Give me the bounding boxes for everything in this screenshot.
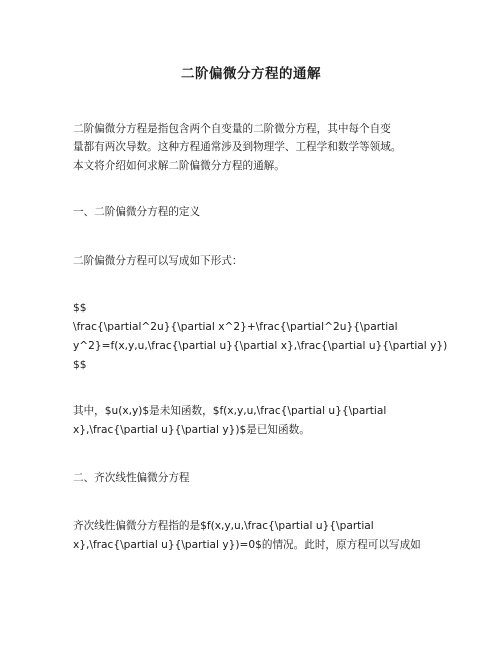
paragraph-intro-line-2: 量都有两次导数。这种方程通常涉及到物理学、工程学和数学等领域。 <box>73 141 402 153</box>
formula-delimiter-open: $$ <box>73 302 87 314</box>
section-heading-homogeneous: 二、齐次线性偏微分方程 <box>73 472 190 484</box>
homogeneous-text-line-2: x},\frac{\partial u}{\partial y})=0$的情况。此时，原方程可以写成如 <box>73 539 421 551</box>
formula-line-1: \frac{\partial^2u}{\partial x^2}+\frac{\partial^2u}{\partial <box>73 321 398 333</box>
explanation-line-1: 其中，$u(x,y)$是未知函数，$f(x,y,u,\frac{\partial u}{\partial <box>73 405 387 417</box>
paragraph-intro-line-3: 本文将介绍如何求解二阶偏微分方程的通解。 <box>73 160 285 172</box>
paragraph-intro-line-1: 二阶偏微分方程是指包含两个自变量的二阶微分方程，其中每个自变 <box>73 123 391 135</box>
definition-text: 二阶偏微分方程可以写成如下形式： <box>73 255 243 267</box>
formula-line-2: y^2}=f(x,y,u,\frac{\partial u}{\partial x},\frac{\partial u}{\partial y}) <box>73 340 448 352</box>
homogeneous-text-line-1: 齐次线性偏微分方程指的是$f(x,y,u,\frac{\partial u}{\partial <box>73 520 374 532</box>
document-title: 二阶偏微分方程的通解 <box>181 66 321 82</box>
explanation-line-2: x},\frac{\partial u}{\partial y})$是已知函数。 <box>73 424 310 436</box>
section-heading-definition: 一、二阶偏微分方程的定义 <box>73 206 201 218</box>
formula-delimiter-close: $$ <box>73 359 87 371</box>
